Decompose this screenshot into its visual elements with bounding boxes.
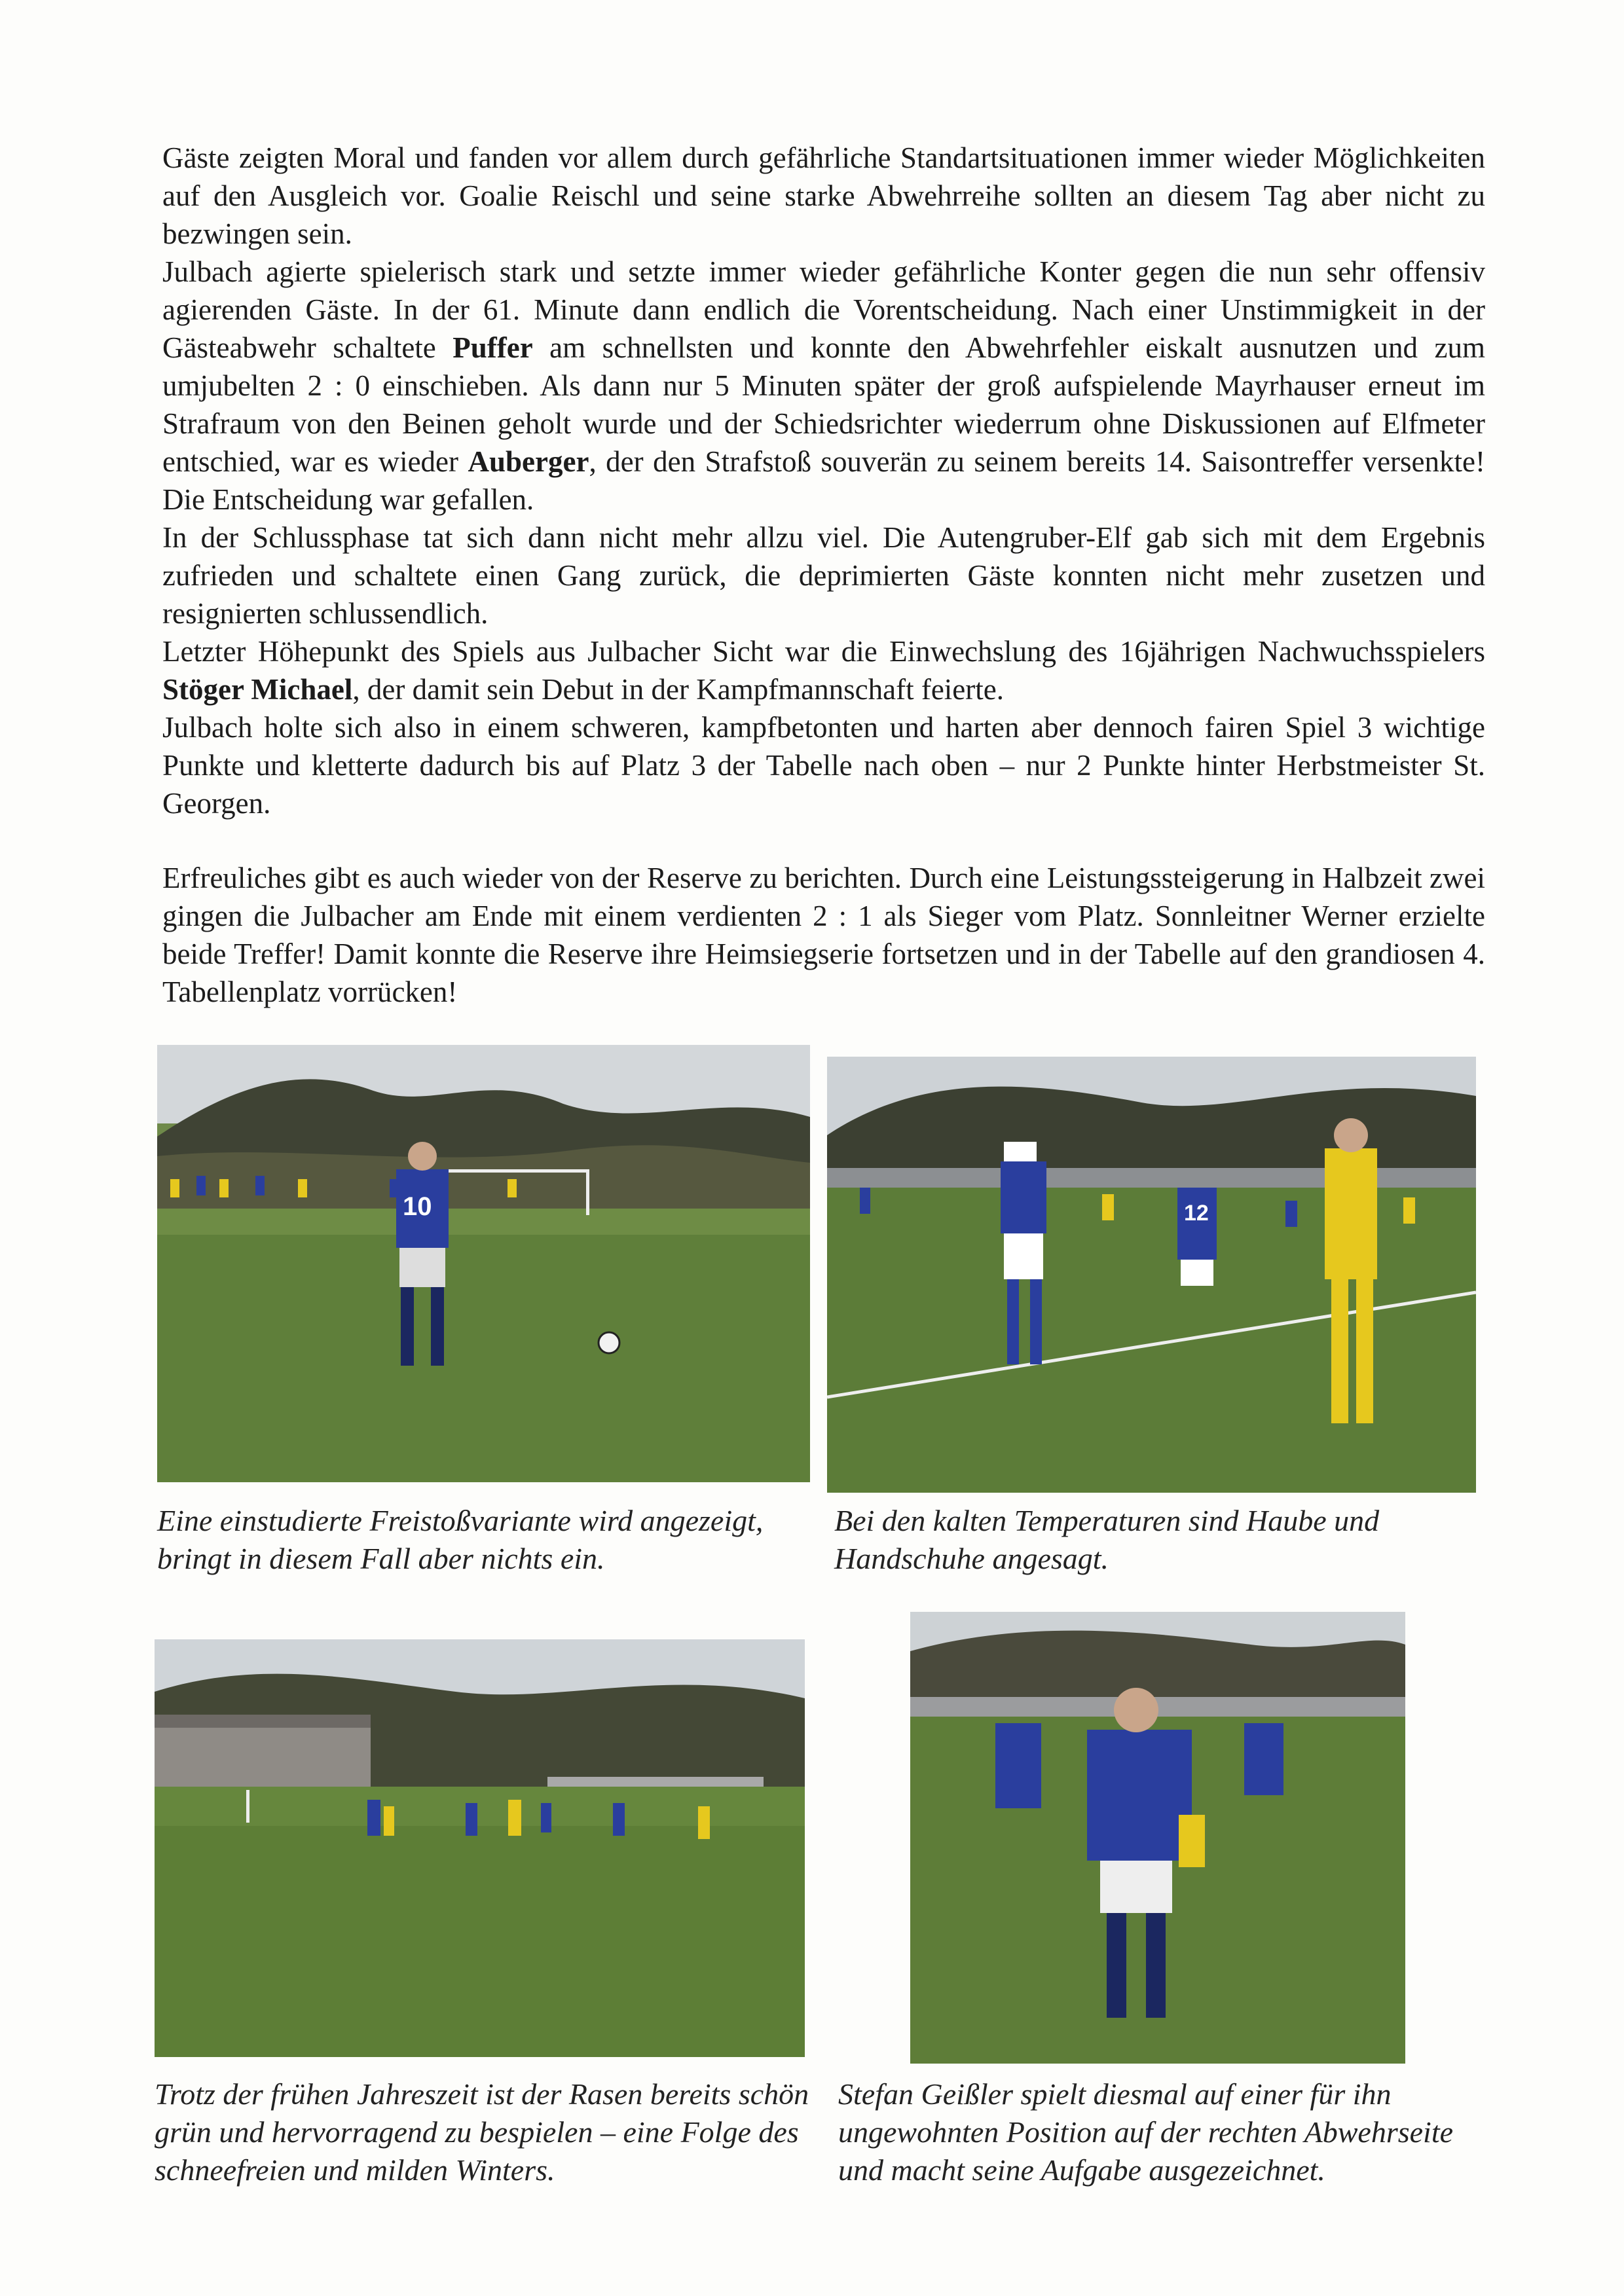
article-paragraph [162, 139, 1485, 253]
text-run: Erfreuliches gibt es auch wieder von der Reserve zu berichten. Durch eine Leistungssteigerung in Halbzeit zwei gingen die Julbacher am Ende mit einem verdienten 2 : 1 als Sieger vom Platz. Sonnleitner Werner erzielte beide Treffer! Damit konnte die Reserve ihre Heimsiegserie fortsetzen und in der Tabelle auf den grandiosen 4. Tabellenplatz vorrücken! [162, 862, 1485, 1008]
text-run: , der den Strafstoß souverän zu seinem bereits 14. Saisontreffer versenkte! Die Entscheidung war gefallen. [162, 445, 1485, 516]
text-run: In der Schlussphase tat sich dann nicht mehr allzu viel. Die Autengruber-Elf gab sich mit dem Ergebnis zufrieden und schaltete einen Gang zurück, die deprimierten Gäste konnten nicht mehr zusetzen und resignierten schlussendlich. [162, 521, 1485, 630]
article-paragraph [162, 859, 1485, 1011]
text-run: Letzter Höhepunkt des Spiels aus Julbacher Sicht war die Einwechslung des 16jährigen Nachwuchsspielers [162, 635, 1485, 668]
shirt-number-12: 12 [1184, 1201, 1209, 1226]
photo-caption-cold-temperatures: Bei den kalten Temperaturen sind Haube und Handschuhe angesagt. [834, 1504, 1380, 1575]
text-run: , der damit sein Debut in der Kampfmannschaft feierte. [352, 673, 1004, 706]
photo-caption-stefan-geissler: Stefan Geißler spielt diesmal auf einer für ihn ungewohnten Position auf der rechten Abwehrseite und macht seine Aufgabe ausgezeichnet. [838, 2077, 1454, 2187]
photo-cold-temperatures-image [827, 1057, 1476, 1493]
photo-caption-free-kick: Eine einstudierte Freistoßvariante wird angezeigt, bringt in diesem Fall aber nichts ein. [157, 1504, 764, 1575]
text-run: am schnellsten und konnte den Abwehrfehler eiskalt ausnutzen und zum umjubelten 2 : 0 einschieben. Als dann nur 5 Minuten später der groß aufspielende Mayrhauser erneut im Strafraum von den Beinen geholt wurde und der Schiedsrichter wiederrum ohne Diskussionen auf Elfmeter entschied, war es wieder [162, 331, 1485, 478]
photo-free-kick-image [157, 1045, 810, 1482]
highlighted-name: Puffer [452, 331, 533, 364]
article-paragraph [162, 253, 1485, 519]
text-run: Gäste zeigten Moral und fanden vor allem durch gefährliche Standartsituationen immer wieder Möglichkeiten auf den Ausgleich vor. Goalie Reischl und seine starke Abwehrreihe sollten an diesem Tag aber nicht zu bezwingen sein. [162, 141, 1485, 250]
photo-free-kick [157, 1045, 810, 1482]
photo-green-pitch-image [155, 1639, 805, 2057]
highlighted-name: Auberger [468, 445, 589, 478]
highlighted-name: Stöger Michael [162, 673, 353, 706]
text-run: Julbach holte sich also in einem schweren, kampfbetonten und harten aber dennoch fairen Spiel 3 wichtige Punkte und kletterte dadurch bis auf Platz 3 der Tabelle nach oben – nur 2 Punkte hinter Herbstmeister St. Georgen. [162, 711, 1485, 820]
article-paragraph [162, 632, 1485, 708]
photo-stefan-geissler-image [910, 1612, 1405, 2064]
photo-stefan-geissler [910, 1612, 1405, 2064]
photo-green-pitch [155, 1639, 805, 2057]
photo-cold-temperatures [827, 1057, 1476, 1493]
article-paragraph [162, 708, 1485, 822]
photo-caption-green-pitch: Trotz der frühen Jahreszeit ist der Rasen bereits schön grün und hervorragend zu bespielen – eine Folge des schneefreien und milden Winters. [155, 2077, 809, 2187]
article-paragraph [162, 519, 1485, 632]
shirt-number-10: 10 [403, 1192, 432, 1221]
text-run: Julbach agierte spielerisch stark und setzte immer wieder gefährliche Konter gegen die nun sehr offensiv agierenden Gäste. In der 61. Minute dann endlich die Vorentscheidung. Nach einer Unstimmigkeit in der Gästeabwehr schaltete [162, 255, 1485, 364]
article-text [162, 139, 1485, 1011]
